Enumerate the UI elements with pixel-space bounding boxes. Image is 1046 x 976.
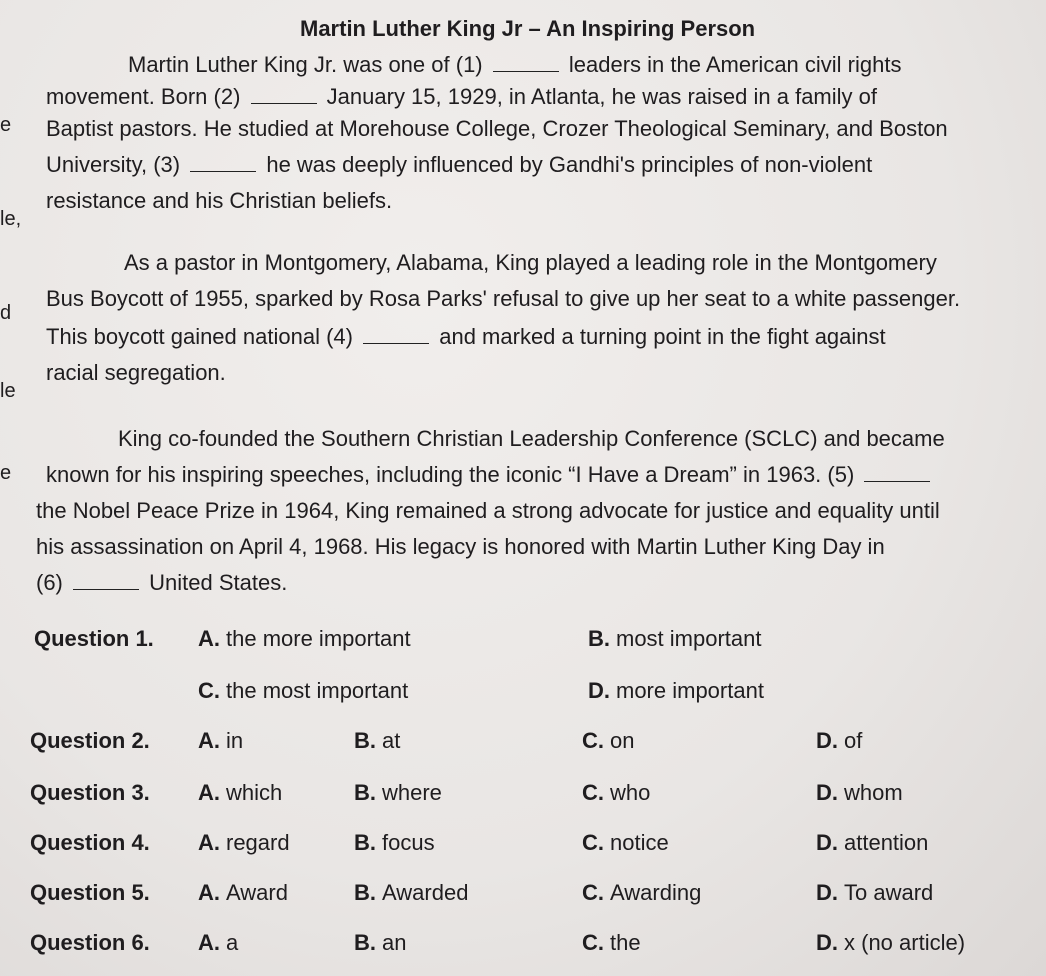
option-letter: D. <box>816 780 838 805</box>
blank-number: (6) <box>36 570 63 595</box>
text-line <box>36 570 287 596</box>
option-text: a <box>226 930 239 955</box>
blank-number: (4) <box>326 324 353 349</box>
option-letter: B. <box>354 728 376 753</box>
option-letter: C. <box>198 678 220 703</box>
text-segment: University, <box>46 152 148 177</box>
question-1 <box>0 626 1046 656</box>
text-line: As a pastor in Montgomery, Alabama, King played a leading role in the Montgomery <box>124 250 937 275</box>
margin-fragment: d <box>0 302 12 324</box>
option-text: Awarding <box>610 880 702 905</box>
option-text: notice <box>610 830 669 855</box>
blank-number: (2) <box>213 84 241 109</box>
option-a[interactable] <box>198 880 288 906</box>
option-a[interactable] <box>198 830 290 856</box>
text-segment: This boycott gained national <box>46 324 320 349</box>
option-letter: A. <box>198 728 220 753</box>
option-text: the more important <box>226 626 411 651</box>
question-label: Question 1. <box>34 626 154 651</box>
option-text: focus <box>382 830 435 855</box>
text-segment: United States. <box>149 570 288 595</box>
blank-number: (3) <box>153 152 181 177</box>
text-line: his assassination on April 4, 1968. His legacy is honored with Martin Luther King Day in <box>36 534 885 559</box>
text-line <box>46 462 934 488</box>
option-c[interactable] <box>582 930 641 956</box>
option-text: To award <box>844 880 934 905</box>
option-letter: B. <box>354 880 376 905</box>
text-segment: known for his inspiring speeches, including the iconic “I Have a Dream” in 1963. <box>46 462 822 487</box>
option-text: attention <box>844 830 929 855</box>
option-text: of <box>844 728 863 753</box>
option-text: on <box>610 728 635 753</box>
margin-fragment: e <box>0 114 12 136</box>
text-line: King co-founded the Southern Christian Leadership Conference (SCLC) and became <box>118 426 945 451</box>
option-letter: C. <box>582 880 604 905</box>
option-d[interactable] <box>816 780 903 806</box>
text-segment: he was deeply influenced by Gandhi's principles of non-violent <box>266 152 873 177</box>
margin-fragment: e <box>0 462 12 484</box>
option-letter: C. <box>582 780 604 805</box>
text-segment: leaders in the American civil rights <box>568 52 902 77</box>
option-letter: C. <box>582 728 604 753</box>
text-line: resistance and his Christian beliefs. <box>46 188 393 213</box>
option-text: Awarded <box>382 880 469 905</box>
option-b[interactable] <box>588 626 762 652</box>
option-letter: B. <box>354 780 376 805</box>
option-letter: A. <box>198 930 220 955</box>
blank-3[interactable] <box>190 170 256 172</box>
option-letter: B. <box>354 930 376 955</box>
blank-6[interactable] <box>73 588 139 590</box>
question-3 <box>0 780 1046 810</box>
text-line: racial segregation. <box>46 360 226 385</box>
option-a[interactable] <box>198 728 243 754</box>
option-c[interactable] <box>198 678 408 704</box>
option-letter: D. <box>816 728 838 753</box>
option-text: which <box>226 780 283 805</box>
option-letter: B. <box>588 626 610 651</box>
option-letter: D. <box>816 830 838 855</box>
question-1-continued <box>0 678 1046 708</box>
option-letter: A. <box>198 626 220 651</box>
option-text: x (no article) <box>844 930 966 955</box>
text-line <box>46 324 886 350</box>
option-text: where <box>382 780 442 805</box>
option-c[interactable] <box>582 780 650 806</box>
option-c[interactable] <box>582 728 634 754</box>
option-text: who <box>610 780 651 805</box>
question-label: Question 5. <box>30 880 150 905</box>
option-d[interactable] <box>816 930 965 956</box>
text-line: Bus Boycott of 1955, sparked by Rosa Parks' refusal to give up her seat to a white passenger. <box>46 286 961 311</box>
question-5 <box>0 880 1046 910</box>
option-text: Award <box>226 880 288 905</box>
question-label: Question 3. <box>30 780 150 805</box>
option-letter: D. <box>588 678 610 703</box>
question-label: Question 4. <box>30 830 150 855</box>
text-line <box>128 52 901 78</box>
option-a[interactable] <box>198 930 238 956</box>
text-segment: movement. Born <box>46 84 208 109</box>
option-c[interactable] <box>582 830 669 856</box>
option-d[interactable] <box>816 830 928 856</box>
option-text: an <box>382 930 407 955</box>
question-label: Question 2. <box>30 728 150 753</box>
option-text: more important <box>616 678 764 703</box>
margin-fragment: le, <box>0 208 22 230</box>
option-letter: C. <box>582 930 604 955</box>
blank-2[interactable] <box>251 102 317 104</box>
option-b[interactable] <box>354 780 442 806</box>
option-b[interactable] <box>354 930 406 956</box>
text-segment: Martin Luther King Jr. was one of <box>128 52 450 77</box>
text-line <box>46 84 877 110</box>
option-a[interactable] <box>198 626 411 652</box>
option-letter: D. <box>816 930 838 955</box>
option-text: the most important <box>226 678 409 703</box>
blank-1[interactable] <box>493 70 559 72</box>
option-text: regard <box>226 830 290 855</box>
margin-fragment: le <box>0 380 16 402</box>
option-d[interactable] <box>816 880 933 906</box>
option-text: most important <box>616 626 762 651</box>
question-label: Question 6. <box>30 930 150 955</box>
option-letter: D. <box>816 880 838 905</box>
option-text: at <box>382 728 401 753</box>
text-line: the Nobel Peace Prize in 1964, King remained a strong advocate for justice and equality until <box>36 498 940 523</box>
option-d[interactable] <box>816 728 862 754</box>
option-d[interactable] <box>588 678 764 704</box>
question-4 <box>0 830 1046 860</box>
option-letter: A. <box>198 830 220 855</box>
question-2 <box>0 728 1046 758</box>
option-c[interactable] <box>582 880 701 906</box>
option-text: the <box>610 930 641 955</box>
option-letter: A. <box>198 780 220 805</box>
option-letter: A. <box>198 880 220 905</box>
blank-number: (1) <box>455 52 483 77</box>
option-a[interactable] <box>198 780 282 806</box>
option-b[interactable] <box>354 880 468 906</box>
blank-5[interactable] <box>864 480 930 482</box>
blank-4[interactable] <box>363 342 429 344</box>
text-line <box>46 152 872 178</box>
option-b[interactable] <box>354 728 400 754</box>
page-title: Martin Luther King Jr – An Inspiring Person <box>300 16 756 41</box>
option-text: whom <box>844 780 903 805</box>
option-b[interactable] <box>354 830 435 856</box>
blank-number: (5) <box>827 462 855 487</box>
question-6 <box>0 930 1046 960</box>
text-line: Baptist pastors. He studied at Morehouse College, Crozer Theological Seminary, and Boston <box>46 116 948 141</box>
text-segment: January 15, 1929, in Atlanta, he was raised in a family of <box>326 84 877 109</box>
option-letter: C. <box>582 830 604 855</box>
option-letter: B. <box>354 830 376 855</box>
option-text: in <box>226 728 244 753</box>
text-segment: and marked a turning point in the fight against <box>439 324 886 349</box>
